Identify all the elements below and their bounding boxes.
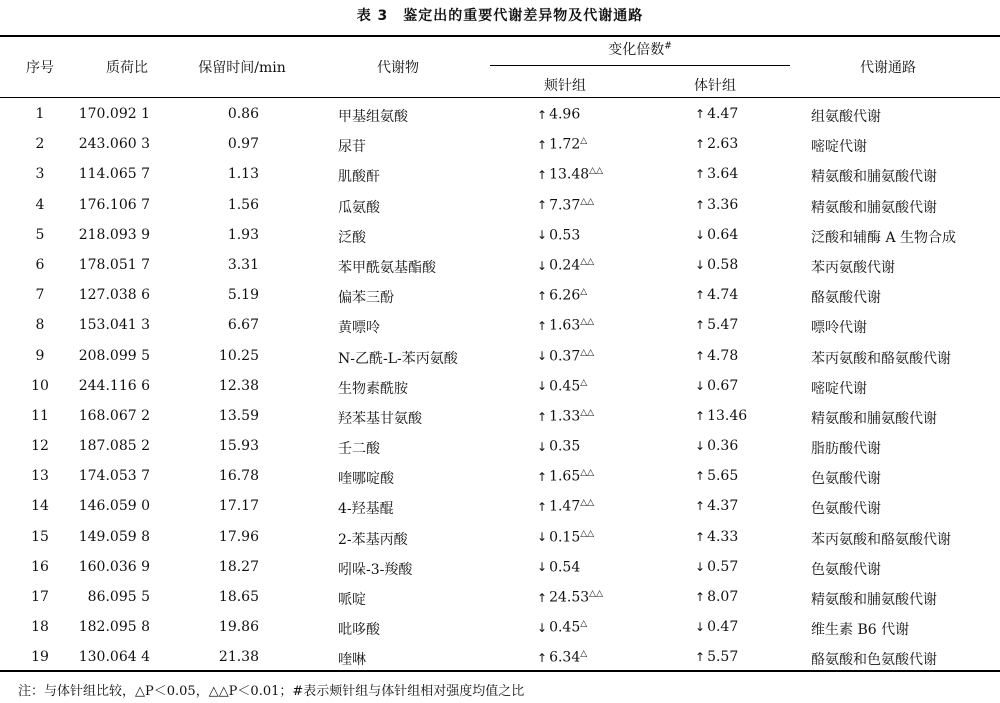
significance-mark: △△	[580, 407, 595, 418]
direction-arrow-icon: ↑	[537, 137, 548, 152]
cell-tz	[695, 257, 738, 273]
cell-tz-value: 5.47	[707, 317, 739, 334]
cell-metabolite: 黄嘌呤	[338, 320, 380, 337]
cell-fz	[537, 166, 603, 183]
cell-rt: 19.86	[218, 619, 259, 636]
significance-mark: △△	[580, 468, 595, 479]
cell-no: 6	[35, 256, 45, 273]
cell-tz-value: 4.33	[707, 528, 739, 545]
cell-fz	[537, 317, 594, 334]
cell-no: 12	[31, 438, 49, 455]
direction-arrow-icon: ↓	[537, 228, 548, 243]
cell-pathway: 精氨酸和脯氨酸代谢	[811, 199, 937, 216]
cell-fz	[537, 559, 580, 576]
cell-mz: 174.053 7	[78, 468, 150, 485]
significance-mark: △△	[580, 196, 595, 207]
cell-tz-value: 4.74	[707, 287, 739, 304]
cell-rt: 17.96	[218, 528, 259, 545]
cell-no: 5	[35, 226, 45, 243]
cell-pathway: 色氨酸代谢	[811, 471, 881, 488]
cell-fz-value: 0.45	[549, 378, 581, 395]
direction-arrow-icon: ↑	[695, 288, 706, 303]
cell-fz	[537, 378, 587, 395]
cell-mz: 130.064 4	[78, 649, 150, 666]
cell-metabolite: 羟苯基甘氨酸	[338, 410, 422, 427]
cell-pathway: 酪氨酸代谢	[811, 290, 881, 307]
direction-arrow-icon: ↓	[537, 258, 548, 273]
bottom-rule	[0, 670, 1000, 672]
cell-rt: 0.97	[227, 136, 259, 153]
cell-tz	[695, 408, 747, 424]
cell-rt: 18.65	[218, 589, 259, 605]
header-metabolite: 代谢物	[377, 60, 419, 76]
cell-tz-value: 0.67	[707, 377, 739, 394]
cell-rt: 10.25	[218, 347, 259, 364]
cell-rt: 12.38	[218, 377, 259, 394]
cell-tz-value: 5.57	[707, 649, 739, 666]
header-mz: 质荷比	[106, 60, 148, 76]
cell-tz	[695, 287, 738, 303]
header-no: 序号	[26, 60, 54, 76]
significance-mark: △△	[580, 347, 595, 358]
direction-arrow-icon: ↑	[537, 107, 548, 122]
cell-rt: 18.27	[218, 558, 259, 575]
cell-tz	[695, 317, 738, 333]
cell-mz: 146.059 0	[78, 498, 150, 515]
direction-arrow-icon: ↓	[537, 560, 548, 575]
cell-metabolite: 2-苯基丙酸	[338, 531, 408, 548]
cell-fz	[537, 227, 580, 244]
cell-tz	[695, 136, 738, 152]
cell-pathway: 精氨酸和脯氨酸代谢	[811, 410, 937, 427]
cell-fz-value: 0.45	[549, 619, 581, 636]
direction-arrow-icon: ↑	[537, 288, 548, 303]
cell-tz	[695, 468, 738, 484]
direction-arrow-icon: ↑	[537, 469, 548, 484]
table-row	[0, 431, 1000, 461]
table-row	[0, 491, 1000, 521]
table-row	[0, 642, 1000, 672]
cell-fz	[537, 468, 594, 485]
cell-no: 7	[35, 287, 45, 304]
cell-tz-value: 0.47	[707, 619, 739, 636]
cell-no: 18	[31, 619, 49, 636]
cell-pathway: 嘌呤代谢	[811, 320, 867, 337]
cell-metabolite: 哌啶	[338, 592, 366, 608]
direction-arrow-icon: ↑	[537, 168, 548, 183]
cell-tz	[695, 438, 738, 454]
direction-arrow-icon: ↑	[537, 651, 548, 666]
cell-fz-value: 13.48	[549, 167, 590, 184]
cell-fz	[537, 438, 580, 455]
direction-arrow-icon: ↓	[695, 439, 706, 454]
table-row	[0, 522, 1000, 552]
cell-metabolite: 喹啉	[338, 652, 366, 669]
cell-mz: 244.116 6	[78, 377, 150, 394]
cell-fz-value: 0.53	[549, 227, 581, 244]
cell-fz	[537, 136, 587, 153]
cell-tz-value: 4.47	[707, 106, 739, 122]
cell-pathway: 组氨酸代谢	[811, 109, 881, 125]
cell-fz	[537, 348, 594, 365]
cell-metabolite: 瓜氨酸	[338, 199, 380, 216]
direction-arrow-icon: ↑	[695, 318, 706, 333]
header-fold-change	[608, 39, 672, 59]
cell-metabolite: 壬二酸	[338, 441, 380, 458]
table-row	[0, 461, 1000, 491]
cell-fz	[537, 529, 594, 546]
cell-metabolite: 苯甲酰氨基酯酸	[338, 259, 436, 276]
direction-arrow-icon: ↑	[695, 650, 706, 665]
header-rt: 保留时间/min	[198, 60, 286, 76]
significance-mark: △△	[580, 256, 595, 267]
table-row	[0, 582, 1000, 612]
header-group-tz: 体针组	[694, 78, 736, 94]
cell-tz	[695, 197, 738, 213]
header-group-fz: 颊针组	[544, 78, 586, 94]
cell-tz	[695, 106, 738, 122]
cell-fz	[537, 619, 587, 636]
cell-fz	[537, 408, 594, 425]
cell-fz-value: 0.54	[549, 559, 581, 576]
cell-metabolite: 生物素酰胺	[338, 380, 408, 397]
cell-pathway: 苯丙氨酸代谢	[811, 259, 895, 276]
cell-pathway: 嘧啶代谢	[811, 380, 867, 397]
direction-arrow-icon: ↑	[695, 107, 706, 121]
significance-mark: △△	[580, 528, 595, 539]
cell-rt: 6.67	[227, 317, 259, 334]
direction-arrow-icon: ↓	[537, 349, 548, 364]
significance-mark: △△	[580, 498, 595, 509]
cell-mz: 187.085 2	[78, 438, 150, 455]
significance-mark: △	[580, 619, 588, 630]
cell-mz: 168.067 2	[78, 407, 150, 424]
header-fold-change-label: 变化倍数	[608, 42, 665, 58]
table-row	[0, 552, 1000, 582]
table-body	[0, 99, 1000, 673]
cell-no: 14	[31, 498, 49, 515]
cell-tz-value: 0.57	[707, 558, 739, 575]
direction-arrow-icon: ↓	[537, 530, 548, 545]
cell-mz: 160.036 9	[78, 558, 150, 575]
cell-rt: 3.31	[227, 256, 259, 273]
cell-tz-value: 0.36	[707, 438, 739, 455]
cell-fz-value: 0.15	[549, 529, 581, 546]
cell-mz: 114.065 7	[78, 166, 150, 183]
direction-arrow-icon: ↑	[695, 137, 706, 152]
cell-pathway: 维生素 B6 代谢	[811, 622, 910, 639]
direction-arrow-icon: ↑	[695, 469, 706, 484]
direction-arrow-icon: ↑	[537, 500, 548, 515]
cell-mz: 218.093 9	[78, 226, 150, 243]
cell-fz-value: 1.65	[549, 468, 581, 485]
cell-pathway: 嘧啶代谢	[811, 139, 867, 156]
cell-pathway: 泛酸和辅酶 A 生物合成	[811, 229, 957, 246]
cell-no: 17	[31, 589, 49, 605]
table-row	[0, 341, 1000, 371]
cell-mz: 243.060 3	[78, 136, 150, 153]
cell-pathway: 色氨酸代谢	[811, 501, 881, 518]
cell-mz: 182.095 8	[78, 619, 150, 636]
cell-metabolite: 4-羟基醌	[338, 501, 394, 518]
cell-pathway: 苯丙氨酸和酪氨酸代谢	[811, 350, 951, 367]
cell-mz: 127.038 6	[78, 287, 150, 304]
table-row	[0, 612, 1000, 642]
cell-no: 19	[31, 649, 49, 666]
cell-fz	[537, 106, 580, 123]
cell-mz: 176.106 7	[78, 196, 150, 213]
direction-arrow-icon: ↑	[695, 590, 706, 604]
cell-metabolite: 喹哪啶酸	[338, 471, 394, 488]
cell-no: 8	[35, 317, 45, 334]
cell-no: 13	[31, 468, 49, 485]
cell-tz	[695, 227, 738, 243]
cell-tz-value: 3.36	[707, 196, 739, 213]
cell-fz	[537, 498, 594, 515]
cell-mz: 208.099 5	[78, 347, 150, 364]
direction-arrow-icon: ↓	[695, 559, 706, 574]
table-row	[0, 371, 1000, 401]
cell-rt: 16.78	[218, 468, 259, 485]
fold-change-mark: #	[664, 41, 672, 52]
cell-rt: 21.38	[218, 649, 259, 666]
cell-fz-value: 6.34	[549, 650, 581, 667]
direction-arrow-icon: ↓	[537, 439, 548, 454]
cell-fz-value: 1.72	[549, 136, 581, 153]
direction-arrow-icon: ↓	[537, 620, 548, 635]
significance-mark: △△	[589, 166, 603, 177]
cell-metabolite: 泛酸	[338, 229, 366, 246]
direction-arrow-icon: ↑	[537, 318, 548, 333]
significance-mark: △△	[589, 589, 603, 599]
cell-fz	[537, 649, 587, 666]
cell-tz	[695, 649, 738, 665]
cell-rt: 5.19	[227, 287, 259, 304]
table-row	[0, 310, 1000, 340]
table-row	[0, 159, 1000, 189]
cell-fz	[537, 257, 594, 274]
cell-tz	[695, 559, 738, 575]
cell-fz-value: 7.37	[549, 197, 581, 214]
cell-tz-value: 4.37	[707, 498, 739, 515]
direction-arrow-icon: ↑	[537, 409, 548, 424]
header-rule	[0, 97, 1000, 98]
cell-no: 1	[35, 106, 45, 122]
cell-tz	[695, 166, 738, 182]
cell-fz-value: 1.33	[549, 408, 581, 425]
cell-metabolite: 尿苷	[338, 139, 366, 156]
significance-mark: △△	[580, 317, 595, 328]
cell-fz-value: 24.53	[549, 589, 590, 606]
cell-rt: 17.17	[218, 498, 259, 515]
cell-no: 2	[35, 136, 45, 153]
cell-mz: 86.095 5	[87, 589, 150, 605]
direction-arrow-icon: ↑	[695, 408, 706, 423]
cell-fz	[537, 287, 587, 304]
cell-rt: 0.86	[227, 106, 259, 122]
cell-mz: 149.059 8	[78, 528, 150, 545]
direction-arrow-icon: ↓	[695, 620, 706, 635]
direction-arrow-icon: ↓	[695, 257, 706, 272]
cell-no: 11	[31, 407, 49, 424]
cell-tz-value: 3.64	[707, 166, 739, 183]
cell-no: 3	[35, 166, 45, 183]
cell-fz-value: 0.37	[549, 348, 581, 365]
cell-fz	[537, 589, 603, 606]
significance-mark: △	[580, 287, 588, 298]
cell-metabolite: 吲哚-3-羧酸	[338, 561, 413, 578]
cell-pathway: 精氨酸和脯氨酸代谢	[811, 169, 937, 186]
direction-arrow-icon: ↑	[537, 590, 548, 605]
direction-arrow-icon: ↓	[537, 379, 548, 394]
cell-fz-value: 0.35	[549, 438, 581, 455]
direction-arrow-icon: ↓	[695, 227, 706, 242]
table-row	[0, 401, 1000, 431]
significance-mark: △	[580, 649, 588, 660]
cell-metabolite: 吡哆酸	[338, 622, 380, 639]
table-row	[0, 129, 1000, 159]
table-caption: 表 3 鉴定出的重要代谢差异物及代谢通路	[356, 8, 644, 24]
cell-fz-value: 1.63	[549, 317, 581, 334]
table-row	[0, 280, 1000, 310]
cell-metabolite: 偏苯三酚	[338, 290, 394, 307]
cell-tz-value: 4.78	[707, 347, 739, 364]
direction-arrow-icon: ↓	[695, 378, 706, 393]
cell-no: 10	[31, 377, 49, 394]
cell-tz	[695, 378, 738, 394]
cell-tz	[695, 529, 738, 545]
cell-tz	[695, 498, 738, 514]
cell-rt: 15.93	[218, 438, 259, 455]
cell-fz-value: 4.96	[549, 106, 581, 123]
cell-no: 15	[31, 528, 49, 545]
cell-tz-value: 8.07	[707, 589, 739, 605]
cell-fz-value: 6.26	[549, 287, 581, 304]
direction-arrow-icon: ↑	[695, 348, 706, 363]
cell-rt: 1.93	[227, 226, 259, 243]
table-row	[0, 250, 1000, 280]
significance-mark: △	[580, 377, 588, 388]
cell-mz: 153.041 3	[78, 317, 150, 334]
cell-pathway: 苯丙氨酸和酪氨酸代谢	[811, 531, 951, 548]
table-row	[0, 99, 1000, 129]
cell-pathway: 色氨酸代谢	[811, 561, 881, 578]
header-pathway: 代谢通路	[860, 60, 916, 76]
cell-tz-value: 2.63	[707, 136, 739, 153]
cell-no: 4	[35, 196, 45, 213]
cell-tz-value: 5.65	[707, 468, 739, 485]
cell-tz-value: 0.58	[707, 256, 739, 273]
cell-no: 16	[31, 558, 49, 575]
direction-arrow-icon: ↑	[695, 167, 706, 182]
table-row	[0, 190, 1000, 220]
cell-metabolite: 肌酸酐	[338, 169, 380, 186]
direction-arrow-icon: ↑	[695, 197, 706, 212]
cell-fz-value: 0.24	[549, 257, 581, 274]
cell-pathway: 精氨酸和脯氨酸代谢	[811, 592, 937, 608]
cell-tz	[695, 589, 738, 605]
cell-rt: 13.59	[218, 407, 259, 424]
direction-arrow-icon: ↑	[695, 499, 706, 514]
cell-tz-value: 13.46	[707, 407, 748, 424]
cell-no: 9	[35, 347, 45, 364]
fold-change-subrule	[490, 65, 790, 66]
cell-rt: 1.56	[227, 196, 259, 213]
cell-metabolite: N-乙酰-L-苯丙氨酸	[338, 350, 458, 367]
cell-tz	[695, 619, 738, 635]
table-row	[0, 220, 1000, 250]
cell-tz	[695, 348, 738, 364]
cell-pathway: 脂肪酸代谢	[811, 441, 881, 458]
direction-arrow-icon: ↑	[537, 198, 548, 213]
direction-arrow-icon: ↑	[695, 529, 706, 544]
cell-fz	[537, 197, 594, 214]
cell-mz: 170.092 1	[78, 106, 150, 122]
cell-pathway: 酪氨酸和色氨酸代谢	[811, 652, 937, 669]
cell-tz-value: 0.64	[707, 226, 739, 243]
significance-mark: △	[580, 136, 588, 147]
cell-fz-value: 1.47	[549, 499, 581, 516]
cell-mz: 178.051 7	[78, 256, 150, 273]
table-note: 注：与体针组比较，△P＜0.05，△△P＜0.01；#表示颊针组与体针组相对强度均值之比	[18, 684, 525, 699]
cell-rt: 1.13	[227, 166, 259, 183]
cell-metabolite: 甲基组氨酸	[338, 109, 408, 125]
top-rule	[0, 35, 1000, 37]
